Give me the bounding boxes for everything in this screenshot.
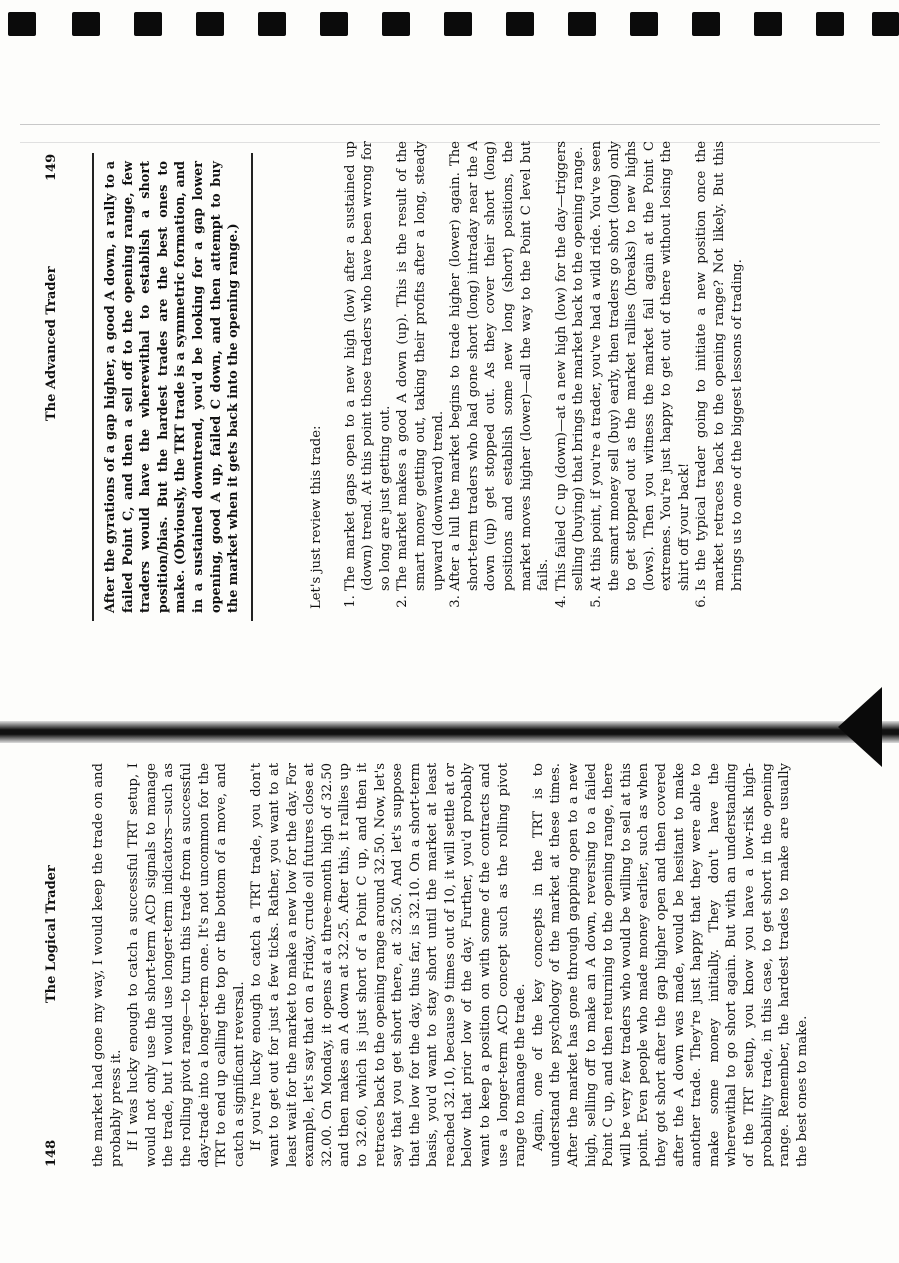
list-item: 6. Is the typical trader going to initiate a new position once the market retraces back to the opening range? Not likely. But this brings us to one of the biggest lessons of trading. xyxy=(693,141,746,591)
left-page xyxy=(0,743,899,1263)
review-intro: Let's just review this trade: xyxy=(309,425,324,609)
review-list xyxy=(342,141,747,621)
list-item: 1. The market gaps open to a new high (low) after a sustained up (down) trend. At this point those traders who have been wrong for so long are just getting out. xyxy=(342,141,395,591)
page-number: 148 xyxy=(44,1139,59,1167)
list-item: 3. After a lull the market begins to trade higher (lower) again. The short-term traders who had gone short (long) intraday near the A down (up) get stopped out. As they cover their short (long) positions and establish some new long (short) positions, the market moves higher (lower)—all the way to the Point C level but fails. xyxy=(447,141,553,591)
paragraph: If I was lucky enough to catch a successful TRT setup, I would not only use the short-term ACD signals to manage the trade, but I would use longer-term indicators—such as the rolling pivot range—to turn this trade from a successful day-trade into a longer-term one. It's not uncommon for the TRT to end up calling the top or the bottom of a move, and catch a significant reversal. xyxy=(126,763,247,1167)
paragraph: the market had gone my way, I would keep the trade on and probably press it. xyxy=(91,763,124,1167)
boxed-callout: After the gyrations of a gap higher, a good A down, a rally to a failed Point C, and then a sell off to the opening range, few traders would have the wherewithal to establish a short position/bias. But the hardest trades are the best ones to make. (Obviously, the TRT trade is a symmetric formation, and in a sustained downtrend, you'd be looking for a gap lower opening, good A up, failed C down, and then attempt to buy the market when it gets back into the opening range.) xyxy=(92,153,253,621)
list-item: 4. This failed C up (down)—at a new high (low) for the day—triggers selling (buying) that brings the market back to the opening range. xyxy=(553,141,588,591)
body-text xyxy=(90,763,811,1167)
list-item: 5. At this point, if you're a trader, you've had a wild ride. You've seen the smart money sell (buy) early, then traders go short (long) only to get stopped out as the market rallies (breaks) to new highs (lows). Then you witness the market fail again at the Point C extremes. You're just happy to get out of there without losing the shirt off your back! xyxy=(588,141,694,591)
paragraph: If you're lucky enough to catch a TRT trade, you don't want to get out for just a few ticks. Rather, you want to at least wait for the market to make a new low for the day. For example, let's say that on a Friday, crude oil futures close at 32.00. On Monday, it opens at a three-month high of 32.50 and then makes an A down at 32.25. After this, it rallies up to 32.60, which is just short of a Point C up, and then it retraces back to the opening range around 32.50. Now, let's say that you get short there, at 32.50. And let's suppose that the low for the day, thus far, is 32.10. On a short-term basis, you'd want to stay short until the market at least reached 32.10, because 9 times out of 10, it will settle at or below that prior low of the day. Further, you'd probably want to keep a position on with some of the contracts and use a longer-term ACD concept such as the rolling pivot range to manage the trade. xyxy=(249,763,529,1167)
review-section xyxy=(308,141,746,621)
book-gutter xyxy=(0,721,899,743)
running-head: The Advanced Trader xyxy=(44,266,59,421)
paragraph: Again, one of the key concepts in the TRT is to understand the psychology of the market at these times. After the market has gone through gapping open to a new high, selling off to make an A down, reversing to a failed Point C up, and then returning to the opening range, there will be very few traders who would be willing to sell at this point. Even people who made money earlier, such as when they got short after the gap higher open and then covered after the A down was made, would be hesitant to make another trade. They're just happy that they were able to make some money initially. They don't have the wherewithal to go short again. But with an understanding of the TRT setup, you know you have a low-risk high-probability trade, in this case, to get short in the opening range. Remember, the hardest trades to make are usually the best ones to make. xyxy=(530,763,810,1167)
page-number: 149 xyxy=(44,153,59,181)
running-head: The Logical Trader xyxy=(44,865,59,1003)
list-item: 2. The market makes a good A down (up). This is the result of the smart money getting out, taking their profits after a long, steady upward (downward) trend. xyxy=(394,141,447,591)
